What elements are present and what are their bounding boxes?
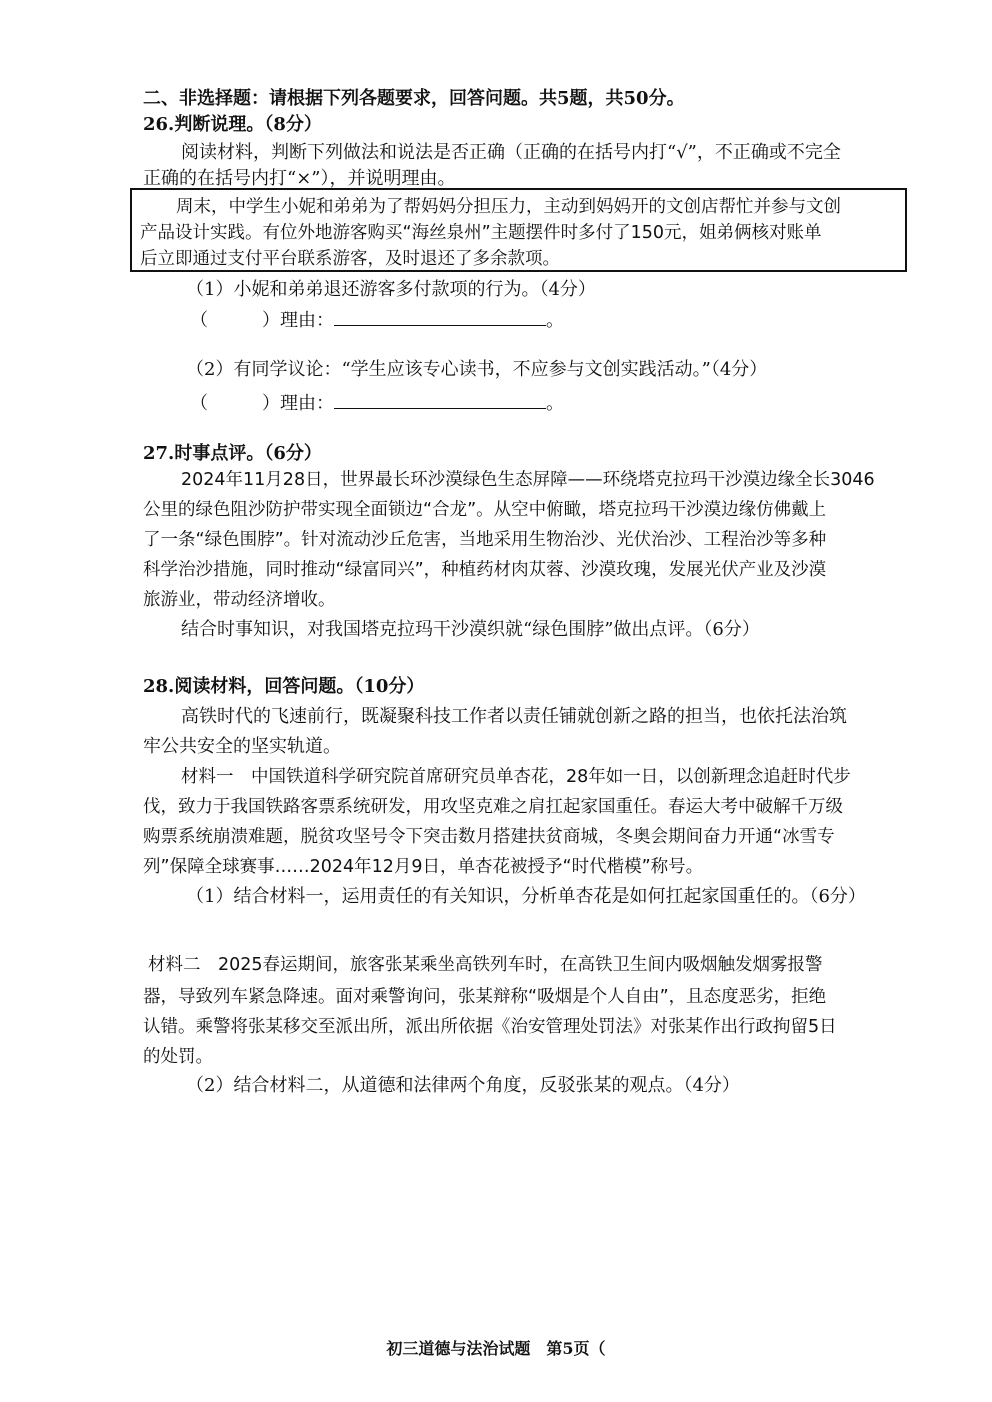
q26-material-line2: 产品设计实践。有位外地游客购买“海丝泉州”主题摆件时多付了150元，姐弟俩核对账单 [140,223,822,243]
q26-title: 26.判断说理。（8分） [143,114,322,135]
q26-sub1-end: 。 [546,310,564,331]
q26-sub1-paren-open: （ [190,310,208,331]
q26-sub1-answer-row [190,305,564,334]
q27-para-line3: 了一条“绿色围脖”。针对流动沙丘危害，当地采用生物治沙、光伏治沙、工程治沙等多种 [143,530,827,550]
q27-para-line4: 科学治沙措施，同时推动“绿富同兴”，种植药材肉苁蓉、沙漠玫瑰，发展光伏产业及沙漠 [143,560,827,580]
q26-sub1: （1）小妮和弟弟退还游客多付款项的行为。（4分） [186,279,596,300]
q26-material-line1: 周末，中学生小妮和弟弟为了帮妈妈分担压力，主动到妈妈开的文创店帮忙并参与文创 [176,197,841,217]
q27-para-line1: 2024年11月28日，世界最长环沙漠绿色生态屏障——环绕塔克拉玛干沙漠边缘全长3046 [181,470,875,490]
q28-material1-line3: 购票系统崩溃难题，脱贫攻坚号令下突击数月搭建扶贫商城，冬奥会期间奋力开通“冰雪专 [143,827,835,847]
q28-sub2: （2）结合材料二，从道德和法律两个角度，反驳张某的观点。（4分） [186,1075,740,1096]
q26-sub1-reason-label: ）理由： [262,310,334,331]
q28-material2-line3: 认错。乘警将张某移交至派出所，派出所依据《治安管理处罚法》对张某作出行政拘留5日 [143,1017,837,1037]
q28-title: 28.阅读材料，回答问题。（10分） [143,676,425,697]
q26-sub2-paren-open: （ [190,393,208,414]
q26-sub2: （2）有同学议论：“学生应该专心读书，不应参与文创实践活动。”（4分） [186,359,768,380]
q27-task: 结合时事知识，对我国塔克拉玛干沙漠织就“绿色围脖”做出点评。（6分） [181,619,760,640]
q26-sub2-reason-blank[interactable] [334,388,546,409]
section-title: 二、非选择题：请根据下列各题要求，回答问题。共5题，共50分。 [143,88,685,109]
q26-sub2-reason-label: ）理由： [262,393,334,414]
q26-intro-line1: 阅读材料，判断下列做法和说法是否正确（正确的在括号内打“√”，不正确或不完全 [181,142,841,163]
q26-sub2-end: 。 [546,393,564,414]
q28-intro-line2: 牢公共安全的坚实轨道。 [143,736,341,757]
q26-material-line3: 后立即通过支付平台联系游客，及时退还了多余款项。 [140,249,560,269]
q27-title: 27.时事点评。（6分） [143,443,322,464]
q27-para-line2: 公里的绿色阻沙防护带实现全面锁边“合龙”。从空中俯瞰，塔克拉玛干沙漠边缘仿佛戴上 [143,500,827,520]
q28-material2-line2: 器，导致列车紧急降速。面对乘警询问，张某辩称“吸烟是个人自由”，且态度恶劣，拒绝 [143,987,827,1007]
q27-para-line5: 旅游业，带动经济增收。 [143,590,336,610]
q26-sub1-reason-blank[interactable] [334,305,546,326]
q26-intro-line2: 正确的在括号内打“×”），并说明理由。 [143,168,456,189]
q26-sub2-answer-row [190,388,564,417]
q28-material1-line4: 列”保障全球赛事……2024年12月9日，单杏花被授予“时代楷模”称号。 [143,857,704,877]
page-footer: 初三道德与法治试题 第5页（ [386,1339,606,1358]
q28-material2-line4: 的处罚。 [143,1047,213,1067]
q28-material1-line2: 伐，致力于我国铁路客票系统研发，用攻坚克难之肩扛起家国重任。春运大考中破解千万级 [143,797,843,817]
q28-material1-line1: 材料一 中国铁道科学研究院首席研究员单杏花，28年如一日，以创新理念追赶时代步 [181,767,851,787]
q28-sub1: （1）结合材料一，运用责任的有关知识，分析单杏花是如何扛起家国重任的。（6分） [186,886,866,907]
q28-material2-line1: 材料二 2025春运期间，旅客张某乘坐高铁列车时，在高铁卫生间内吸烟触发烟雾报警 [148,955,823,975]
q28-intro-line1: 高铁时代的飞速前行，既凝聚科技工作者以责任铺就创新之路的担当，也依托法治筑 [181,706,847,727]
